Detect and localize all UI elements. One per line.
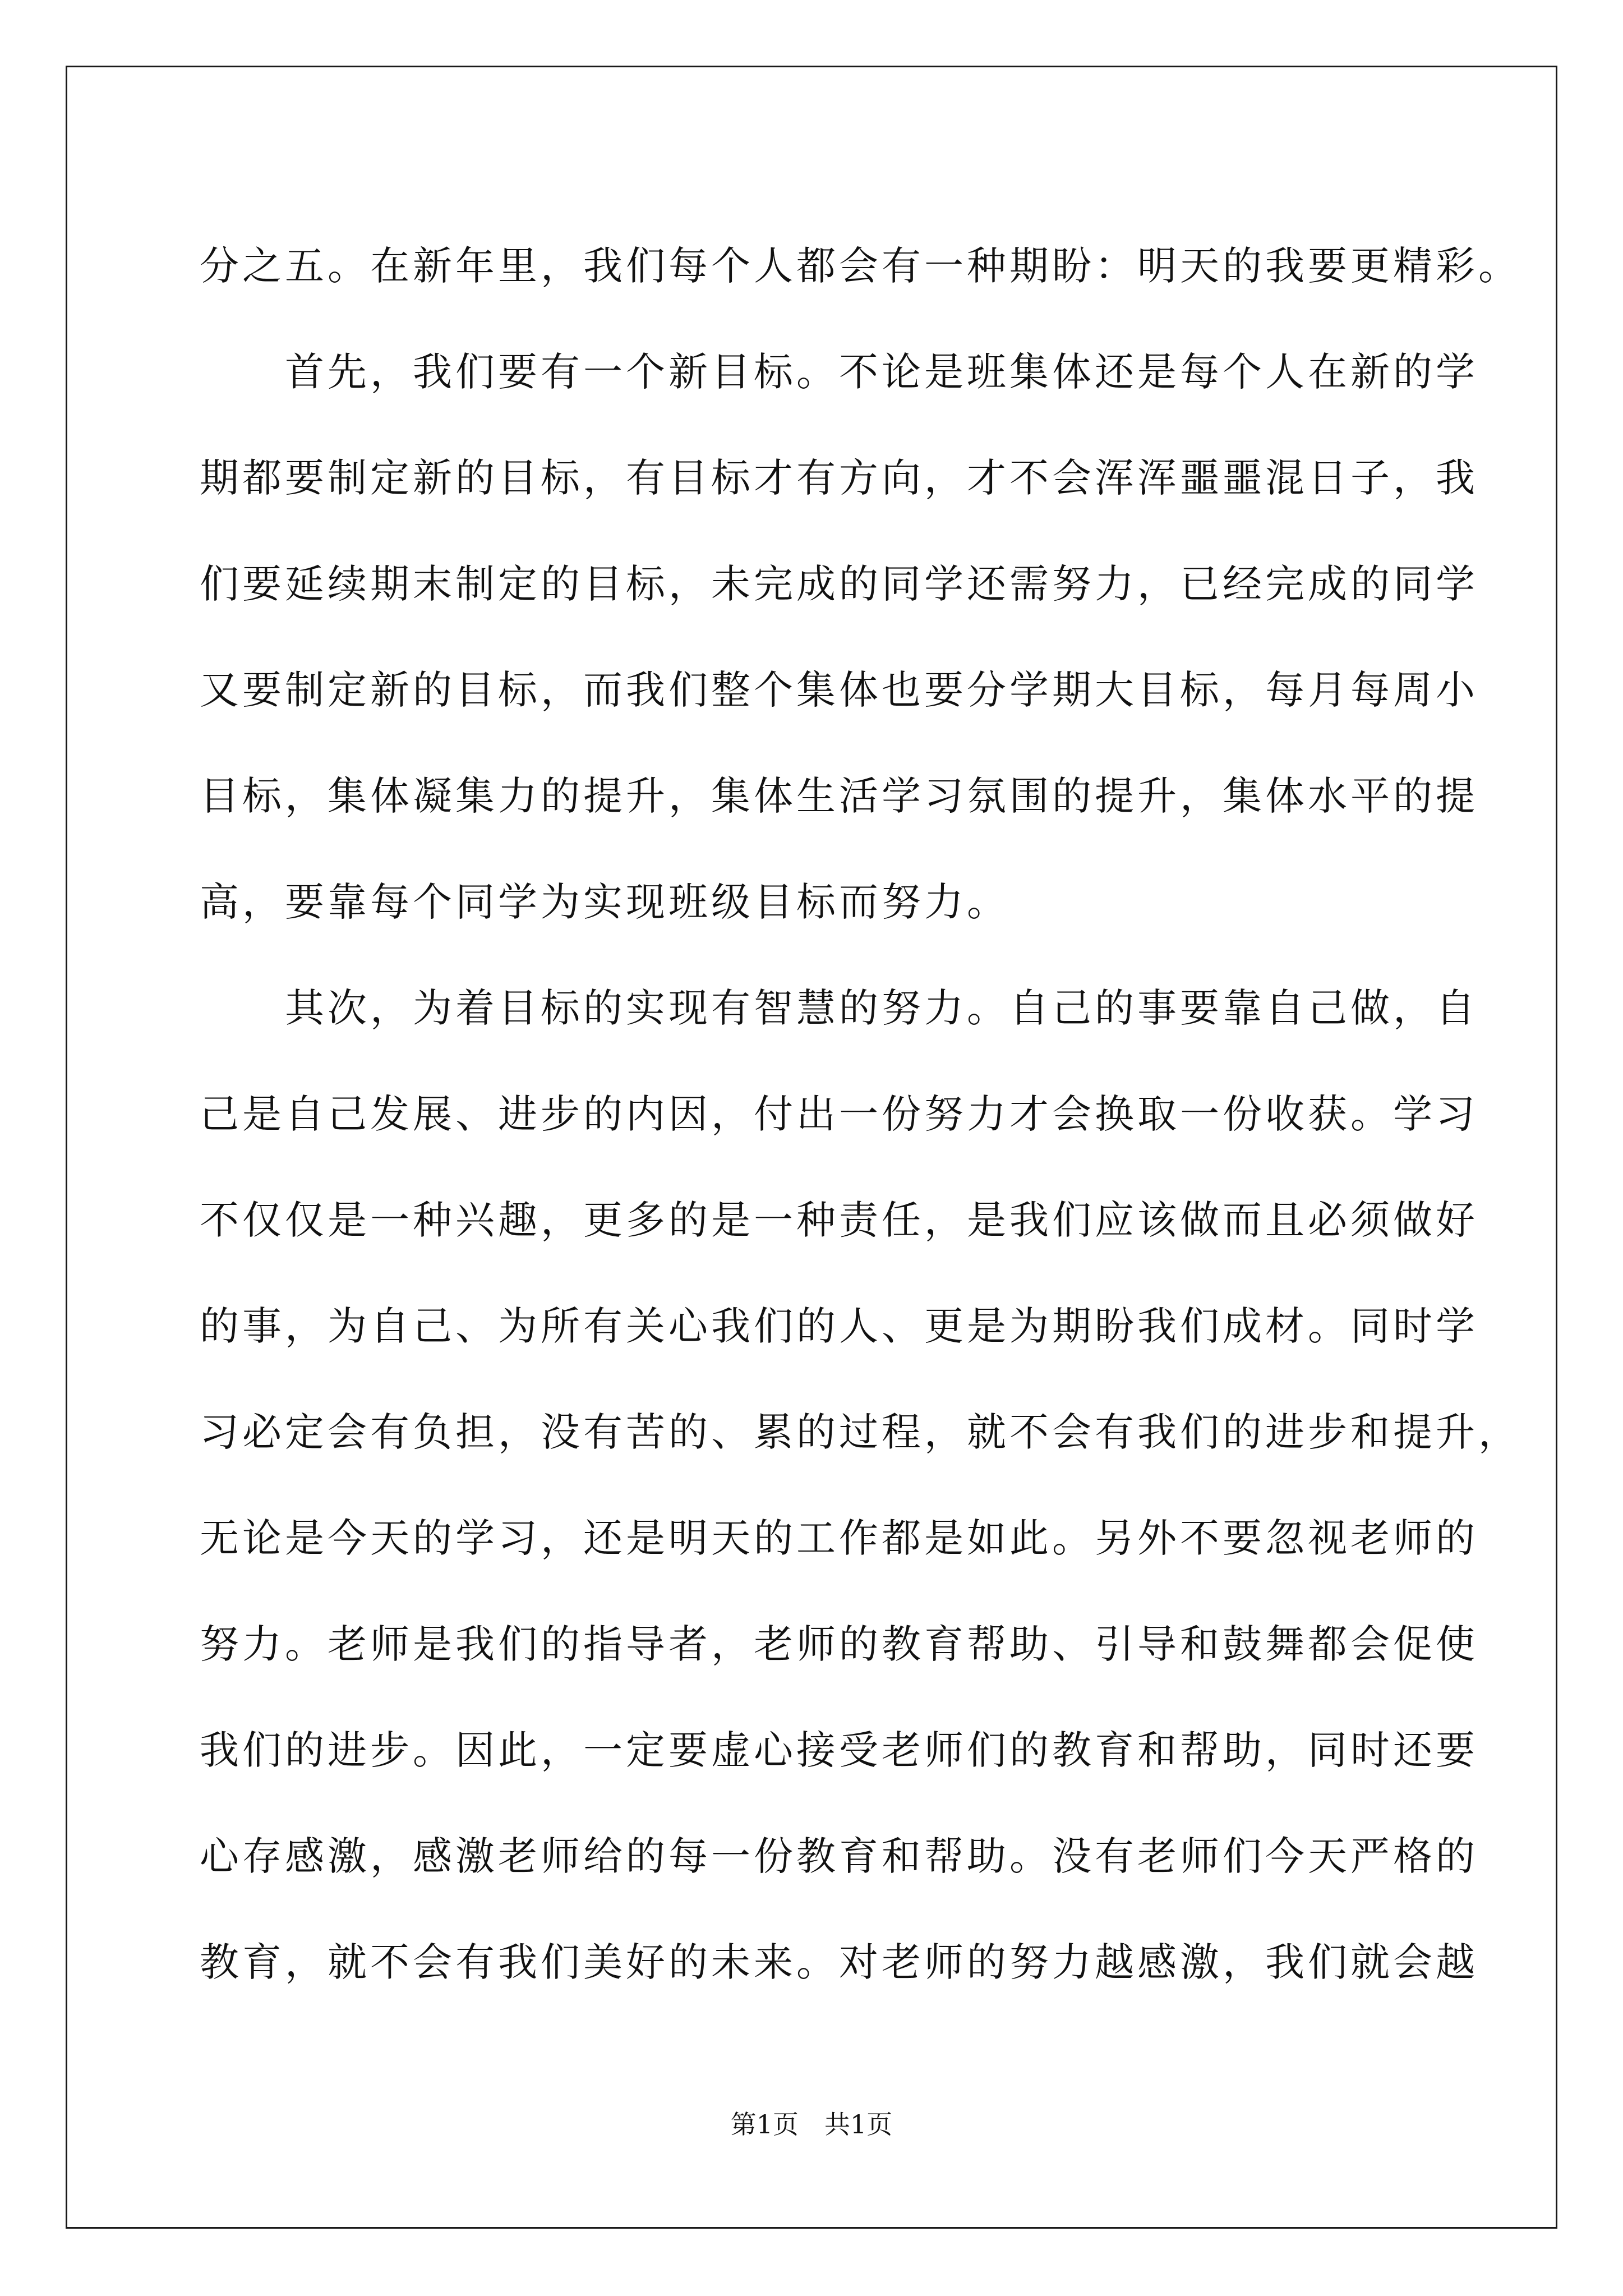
text-line: 期都要制定新的目标，有目标才有方向，才不会浑浑噩噩混日子，我 (200, 455, 1478, 501)
page-number: 第1页 (730, 2109, 799, 2139)
text-line: 无论是今天的学习，还是明天的工作都是如此。另外不要忽视老师的 (200, 1515, 1478, 1561)
text-line: 首先，我们要有一个新目标。不论是班集体还是每个人在新的学 (200, 349, 1478, 395)
text-line: 其次，为着目标的实现有智慧的努力。自己的事要靠自己做，自 (200, 985, 1478, 1031)
text-line: 目标，集体凝集力的提升，集体生活学习氛围的提升，集体水平的提 (200, 773, 1478, 819)
text-line: 努力。老师是我们的指导者，老师的教育帮助、引导和鼓舞都会促使 (200, 1621, 1478, 1667)
text-line: 高，要靠每个同学为实现班级目标而努力。 (200, 879, 1009, 925)
page-footer (0, 2108, 1623, 2141)
text-line: 习必定会有负担，没有苦的、累的过程，就不会有我们的进步和提升， (200, 1409, 1521, 1455)
text-line: 我们的进步。因此，一定要虚心接受老师们的教育和帮助，同时还要 (200, 1727, 1478, 1773)
text-line: 的事，为自己、为所有关心我们的人、更是为期盼我们成材。同时学 (200, 1303, 1478, 1349)
text-line: 不仅仅是一种兴趣，更多的是一种责任，是我们应该做而且必须做好 (200, 1197, 1478, 1243)
text-line: 分之五。在新年里，我们每个人都会有一种期盼：明天的我要更精彩。 (200, 243, 1521, 289)
text-line: 们要延续期末制定的目标，未完成的同学还需努力，已经完成的同学 (200, 561, 1478, 607)
text-line: 己是自己发展、进步的内因，付出一份努力才会换取一份收获。学习 (200, 1091, 1478, 1137)
page-total: 共1页 (824, 2109, 893, 2139)
text-line: 教育，就不会有我们美好的未来。对老师的努力越感激，我们就会越 (200, 1939, 1478, 1985)
document-body (200, 213, 1521, 2016)
text-line: 又要制定新的目标，而我们整个集体也要分学期大目标，每月每周小 (200, 667, 1478, 713)
text-line: 心存感激，感激老师给的每一份教育和帮助。没有老师们今天严格的 (200, 1833, 1478, 1879)
